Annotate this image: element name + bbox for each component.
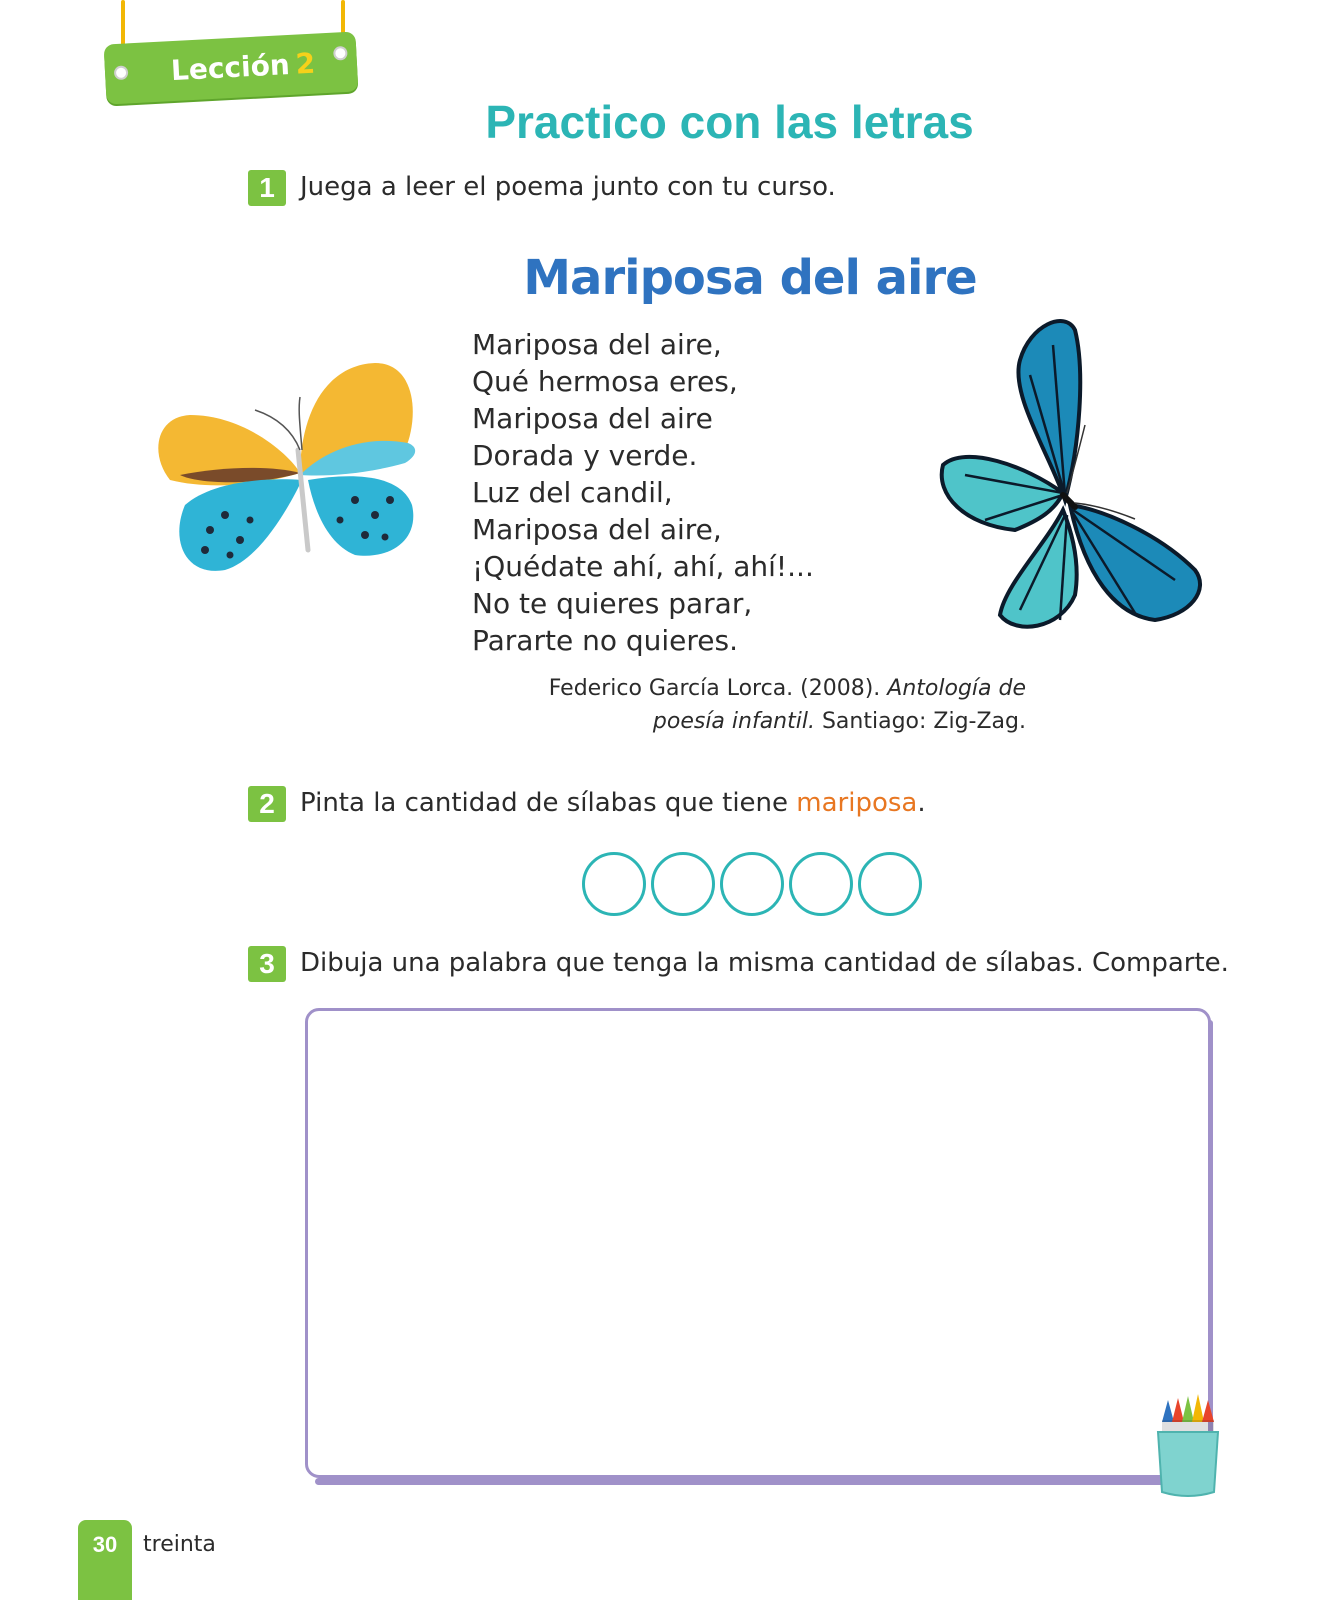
step-1-text: Juega a leer el poema junto con tu curso.	[300, 172, 836, 202]
step-3-badge: 3	[248, 946, 286, 982]
poem-line: No te quieres parar,	[472, 587, 753, 620]
tag-hole-left	[114, 65, 129, 80]
lesson-label	[170, 47, 316, 88]
syllable-circle[interactable]	[789, 852, 853, 916]
butterfly-blue-monarch-image	[935, 315, 1220, 640]
page-title: Practico con las letras	[485, 96, 974, 148]
citation-book-title: Antología de poesía infantil.	[652, 676, 1026, 734]
poem-line: Mariposa del aire,	[472, 513, 722, 546]
poem-line: Luz del candil,	[472, 476, 673, 509]
page-number-word: treinta	[143, 1532, 216, 1557]
pencil-cup-icon	[1152, 1392, 1224, 1500]
butterfly-yellow-blue-image	[150, 355, 425, 585]
poem-line: Qué hermosa eres,	[472, 365, 738, 398]
butterfly-left-wings	[158, 363, 415, 571]
page-number: 30	[92, 1532, 118, 1557]
syllable-circle[interactable]	[651, 852, 715, 916]
lesson-tag	[104, 31, 359, 104]
syllable-circle[interactable]	[720, 852, 784, 916]
step-3-text: Dibuja una palabra que tenga la misma cantidad de sílabas. Comparte.	[300, 948, 1229, 978]
step-2-highlight-word: mariposa	[796, 788, 918, 818]
step-2-text-before: Pinta la cantidad de sílabas que tiene	[300, 788, 797, 818]
step-2-badge: 2	[248, 786, 286, 822]
step-1-badge: 1	[248, 170, 286, 206]
drawing-area[interactable]	[305, 1008, 1211, 1478]
drawing-box-shadow-bottom	[315, 1478, 1215, 1485]
citation-publisher: Santiago: Zig-Zag.	[814, 709, 1026, 734]
lesson-number: 2	[294, 46, 317, 81]
poem-lines	[472, 326, 814, 659]
step-2-text-after: .	[917, 788, 926, 818]
syllable-circle[interactable]	[858, 852, 922, 916]
poem-citation	[490, 672, 1026, 738]
poem-title: Mariposa del aire	[523, 250, 977, 306]
step-2-text	[300, 788, 926, 818]
poem-line: Mariposa del aire,	[472, 328, 722, 361]
poem-line: Dorada y verde.	[472, 439, 698, 472]
poem-line: Pararte no quieres.	[472, 624, 738, 657]
poem-line: ¡Quédate ahí, ahí, ahí!...	[472, 550, 814, 583]
butterfly-right-wings	[942, 321, 1200, 627]
tag-hole-right	[333, 46, 348, 61]
lesson-label-text: Lección	[170, 47, 291, 88]
citation-author: Federico García Lorca. (2008).	[548, 676, 888, 701]
poem-line: Mariposa del aire	[472, 402, 713, 435]
syllable-circles	[582, 852, 927, 916]
syllable-circle[interactable]	[582, 852, 646, 916]
